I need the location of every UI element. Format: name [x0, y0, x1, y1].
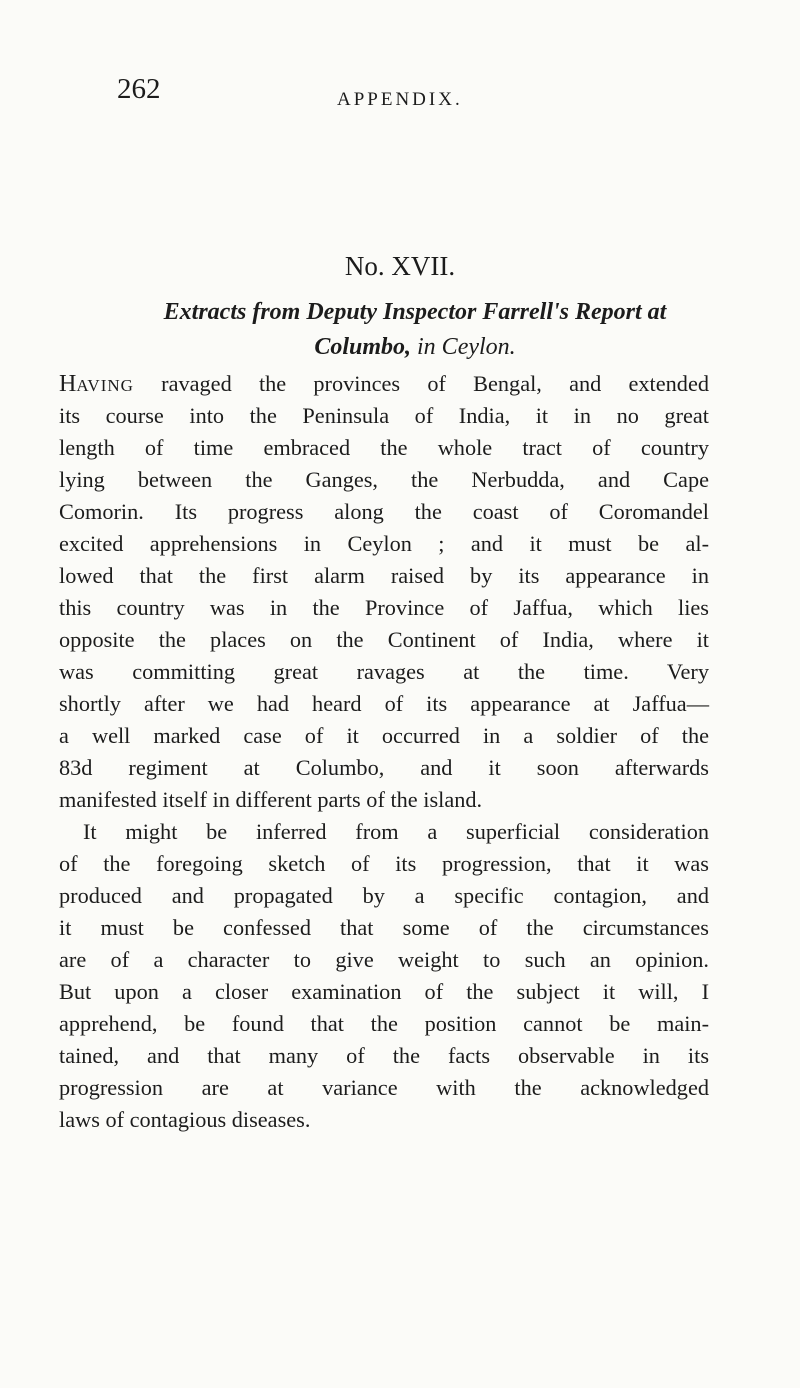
document-number: No. XVII. — [344, 251, 456, 281]
document-heading — [100, 295, 730, 365]
paragraph-2 — [59, 816, 709, 1136]
text-line: apprehend, be found that the position cannot be main- — [59, 1011, 709, 1036]
running-head: APPENDIX. — [337, 89, 463, 110]
heading-location: in Ceylon. — [411, 334, 516, 360]
text-line — [59, 368, 709, 400]
text-line: of the foregoing sketch of its progression, that it was — [59, 851, 709, 876]
text-line: manifested itself in different parts of the island. — [59, 787, 483, 812]
text-line: a well marked case of it occurred in a soldier of the — [59, 723, 709, 748]
text-line: Comorin. Its progress along the coast of Coromandel — [59, 499, 709, 524]
text-line: produced and propagated by a specific contagion, and — [59, 883, 709, 908]
text-line: But upon a closer examination of the subject it will, I — [59, 979, 709, 1004]
text-line: opposite the places on the Continent of India, where it — [59, 627, 709, 652]
text-line: are of a character to give weight to such an opinion. — [59, 947, 709, 972]
body-text — [59, 368, 709, 1136]
text-line: lowed that the first alarm raised by its appearance in — [59, 563, 709, 588]
heading-line-1: Extracts from Deputy Inspector Farrell's Report at — [163, 299, 667, 325]
smallcaps-word: AVING — [76, 376, 134, 395]
page-number: 262 — [117, 73, 161, 105]
text-line: shortly after we had heard of its appearance at Jaffua— — [59, 691, 709, 716]
text-line: it must be confessed that some of the circumstances — [59, 915, 709, 940]
text-line: laws of contagious diseases. — [59, 1107, 311, 1132]
heading-line-2 — [100, 330, 730, 365]
text-line: progression are at variance with the acknowledged — [59, 1075, 709, 1100]
text-line: excited apprehensions in Ceylon ; and it must be al- — [59, 531, 709, 556]
dropcap-letter: H — [59, 371, 77, 397]
text-line: tained, and that many of the facts observable in its — [59, 1043, 709, 1068]
text-line: was committing great ravages at the time. Very — [59, 659, 709, 684]
text-line: its course into the Peninsula of India, it in no great — [59, 403, 709, 428]
text-line: this country was in the Province of Jaffua, which lies — [59, 595, 709, 620]
text-line: lying between the Ganges, the Nerbudda, and Cape — [59, 467, 709, 492]
text-line: 83d regiment at Columbo, and it soon afterwards — [59, 755, 709, 780]
text-line: It might be inferred from a superficial consideration — [83, 819, 709, 844]
paragraph-1 — [59, 368, 709, 816]
first-line-text: ravaged the provinces of Bengal, and extended — [133, 371, 709, 396]
text-line: length of time embraced the whole tract of country — [59, 435, 709, 460]
heading-place: Columbo, — [314, 334, 412, 360]
